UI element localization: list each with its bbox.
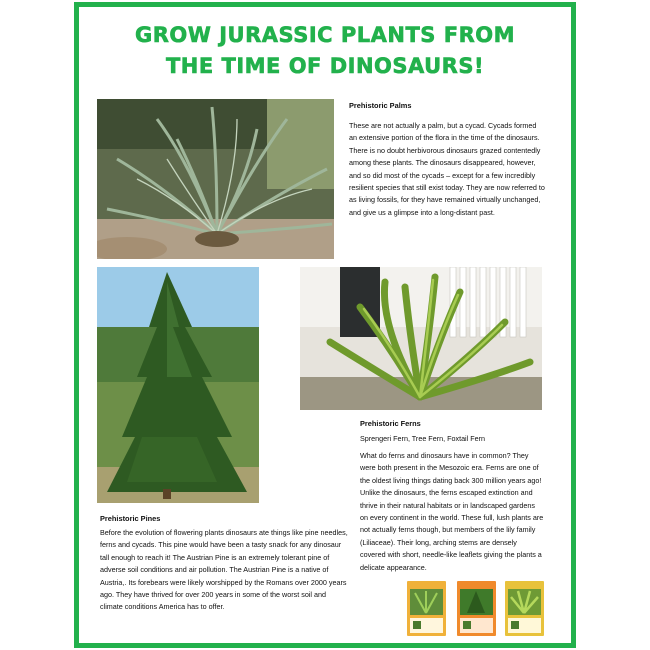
palms-description: These are not actually a palm, but a cycad. Cycads formed an extensive portion of the flora in the time of the dinosaurs. There is no doubt herbivorous dinosaurs grazed contentedly among these plants. The dinosaurs disappeared, however, and so did most of the cycads – except for a few incredibly resilient species that still exist today. They are now referred to as living fossils, for they have remained virtually unchanged, and give us a glimpse into a long-distant past. xyxy=(349,121,545,217)
palms-heading: Prehistoric Palms xyxy=(349,101,412,110)
title-line-2: THE TIME OF DINOSAURS! xyxy=(165,54,485,78)
title-line-1: GROW JURASSIC PLANTS FROM xyxy=(135,23,515,47)
foxtail-fern-photo xyxy=(300,267,542,410)
ferns-subtitle: Sprengeri Fern, Tree Fern, Foxtail Fern xyxy=(360,434,486,443)
pines-description: Before the evolution of flowering plants dinosaurs ate things like pine needles, ferns and cycads. This pine would have been a tasty snack for any dinosaur tall enough to reach it! The Austrian Pine is an extremely tolerant pine of adverse soil conditions and air pollution. The Austrian Pine is a native of Austria,. Its forebears were likely worshipped by the Romans over 2000 years ago. They have thrived for over 200 years in some of the worst soil and climate conditions America has to offer. xyxy=(100,528,348,612)
cycad-photo xyxy=(97,99,334,259)
product-card-2 xyxy=(457,581,496,636)
page-title xyxy=(80,20,570,82)
ferns-description: What do ferns and dinosaurs have in common? They were both present in the Mesozoic era. Ferns are one of the oldest living things dating back 300 million years ago! Unlike the dinosaurs, the ferns escaped extinction and thrive in their natural habitats or in landscaped gardens on every continent in the world. These full, lush plants are not actually ferns though, but members of the lily family (Liliaceae). Their long, arching stems are densely covered with short, needle-like leaflets giving the plants a delicate appearance. xyxy=(360,451,544,572)
ferns-heading: Prehistoric Ferns xyxy=(360,419,421,428)
pines-heading: Prehistoric Pines xyxy=(100,514,161,523)
austrian-pine-photo xyxy=(97,267,259,503)
product-card-1 xyxy=(407,581,446,636)
product-card-3 xyxy=(505,581,544,636)
